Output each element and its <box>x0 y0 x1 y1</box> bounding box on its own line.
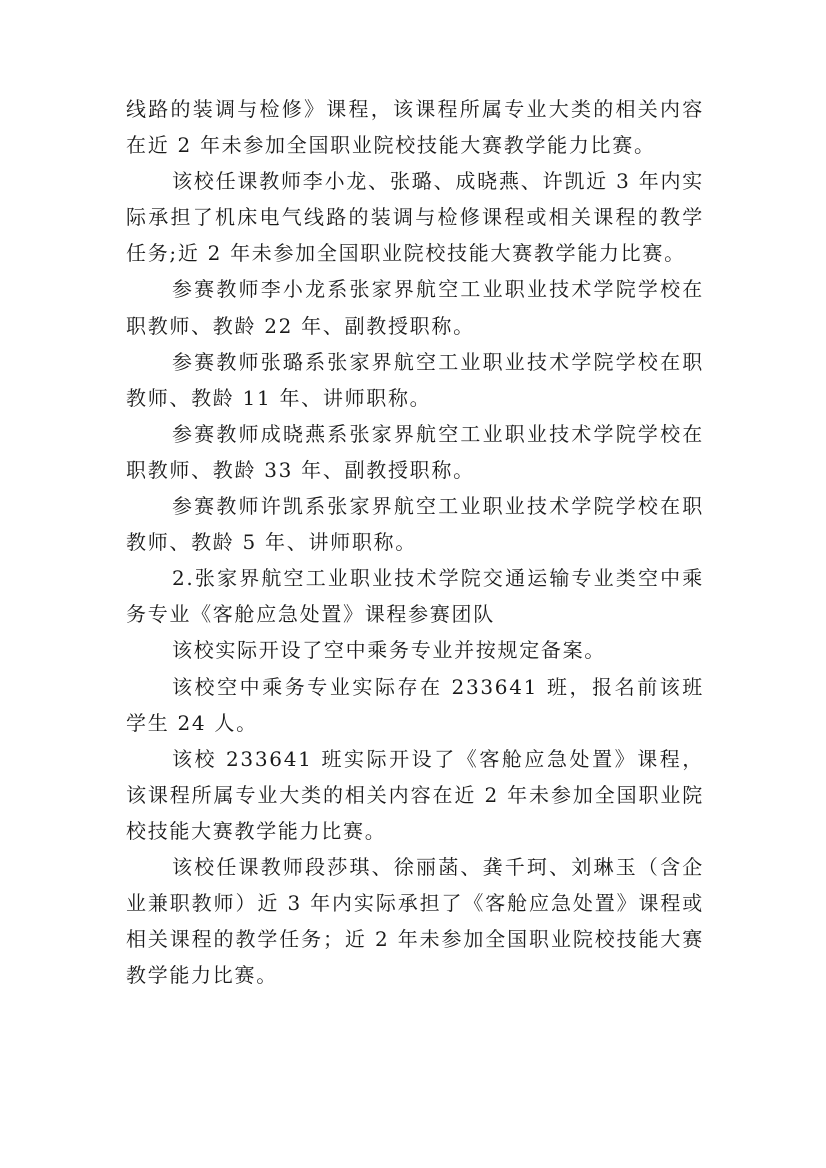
paragraph-teacher-zhang-lu: 参赛教师张璐系张家界航空工业职业技术学院学校在职教师、教龄 11 年、讲师职称。 <box>126 349 704 410</box>
paragraph-teachers-duties: 该校任课教师李小龙、张璐、成晓燕、许凯近 3 年内实际承担了机床电气线路的装调与检修课程或相关课程的教学任务;近 2 年未参加全国职业院校技能大赛教学能力比赛。 <box>126 169 704 266</box>
document-page <box>126 91 704 993</box>
paragraph-cabin-teachers: 该校任课教师段莎琪、徐丽菡、龚千珂、刘琳玉（含企业兼职教师）近 3 年内实际承担了《客舱应急处置》课程或相关课程的教学任务；近 2 年未参加全国职业院校技能大赛教学能力比赛。 <box>126 854 704 988</box>
paragraph-class-size: 该校空中乘务专业实际存在 233641 班，报名前该班学生 24 人。 <box>126 674 704 735</box>
paragraph-major-registered: 该校实际开设了空中乘务专业并按规定备案。 <box>172 638 606 663</box>
section-heading-cabin-emergency: 2.张家界航空工业职业技术学院交通运输专业类空中乘务专业《客舱应急处置》课程参赛团队 <box>126 566 704 627</box>
paragraph-teacher-xu-kai: 参赛教师许凯系张家界航空工业职业技术学院学校在职教师、教龄 5 年、讲师职称。 <box>126 494 704 555</box>
paragraph-course-offered: 该校 233641 班实际开设了《客舱应急处置》课程，该课程所属专业大类的相关内容在近 2 年未参加全国职业院校技能大赛教学能力比赛。 <box>126 746 704 843</box>
paragraph-teacher-cheng-xiaoyan: 参赛教师成晓燕系张家界航空工业职业技术学院学校在职教师、教龄 33 年、副教授职称。 <box>126 421 704 482</box>
paragraph-teacher-li-xiaolong: 参赛教师李小龙系张家界航空工业职业技术学院学校在职教师、教龄 22 年、副教授职称。 <box>126 277 704 338</box>
paragraph-continued-course-info: 线路的装调与检修》课程，该课程所属专业大类的相关内容在近 2 年未参加全国职业院校技能大赛教学能力比赛。 <box>126 97 704 158</box>
